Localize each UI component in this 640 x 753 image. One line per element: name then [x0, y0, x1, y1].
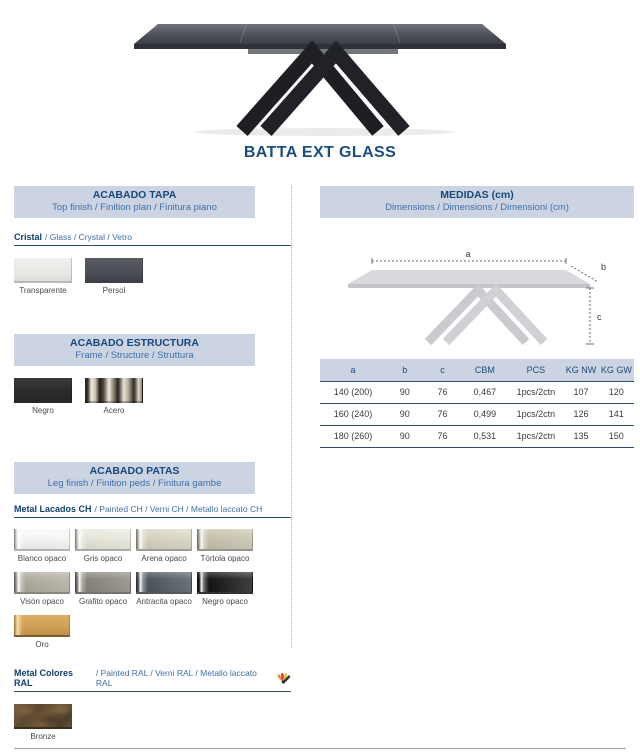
group-heading-painted-ral — [14, 668, 291, 692]
table-cell: 0,499 — [461, 403, 508, 425]
section-subtitle: Leg finish / Finition peds / Finitura gambe — [47, 478, 222, 489]
table-cell: 0,467 — [461, 381, 508, 403]
table-cell: 76 — [424, 381, 462, 403]
table-row — [320, 425, 634, 447]
table-cell: 90 — [386, 403, 424, 425]
table-cell: 160 (240) — [320, 403, 386, 425]
swatch-item — [14, 258, 72, 295]
table-cell: 126 — [563, 403, 598, 425]
swatch-item — [14, 529, 70, 563]
table-cell: 135 — [563, 425, 598, 447]
swatch-label: Negro opaco — [202, 597, 248, 606]
table-row — [320, 403, 634, 425]
swatch-item — [14, 704, 72, 741]
acero-swatch — [85, 378, 143, 403]
table-cell: 107 — [563, 381, 598, 403]
swatch-item — [136, 529, 192, 563]
group-heading-painted-ch — [14, 504, 291, 518]
table-cell: 140 (200) — [320, 381, 386, 403]
table-column-header: CBM — [461, 359, 508, 381]
swatch-label: Negro — [32, 406, 54, 415]
swatch-label: Grafito opaco — [78, 597, 128, 606]
table-cell: 90 — [386, 381, 424, 403]
section-header-top-finish — [14, 186, 255, 218]
table-cell: 120 — [599, 381, 634, 403]
swatch-item — [85, 378, 143, 415]
table-cell: 76 — [424, 425, 462, 447]
table-column-header: PCS — [508, 359, 563, 381]
left-column — [14, 186, 263, 741]
swatch-grid-painted-ch — [14, 529, 255, 658]
table-header-row — [320, 359, 634, 381]
dimensions-table — [320, 359, 634, 448]
swatch-label: Blanco opaco — [17, 554, 67, 563]
swatch-item — [75, 529, 131, 563]
page-title: BATTA EXT GLASS — [243, 144, 397, 161]
bronze-swatch — [14, 704, 72, 729]
swatch-item — [75, 572, 131, 606]
swatch-row-bronze — [14, 704, 255, 741]
arena-opaco-swatch — [136, 529, 192, 551]
section-subtitle: Dimensions / Dimensions / Dimensioni (cm) — [385, 202, 569, 213]
negro-swatch — [14, 378, 72, 403]
group-heading-rest: / Glass / Crystal / Vetro — [45, 232, 132, 242]
swatch-label: Transparente — [19, 286, 67, 295]
table-column-header: c — [424, 359, 462, 381]
column-divider — [291, 186, 292, 648]
swatch-label: Visón opaco — [20, 597, 64, 606]
antracita-opaco-swatch — [136, 572, 192, 594]
swatch-label: Antracita opaco — [136, 597, 192, 606]
table-row — [320, 381, 634, 403]
dim-label-a: a — [465, 249, 471, 259]
swatch-item — [136, 572, 192, 606]
swatch-item — [14, 572, 70, 606]
section-title: MEDIDAS (cm) — [440, 189, 514, 201]
section-header-medidas — [320, 186, 634, 218]
table-cell: 150 — [599, 425, 634, 447]
group-heading-bold: Metal Colores RAL — [14, 668, 74, 688]
swatch-row-glass — [14, 258, 255, 295]
persol-swatch — [85, 258, 143, 283]
table-cell: 1pcs/2ctn — [508, 403, 563, 425]
swatch-item — [197, 529, 253, 563]
product-photo — [130, 4, 510, 138]
table-cell: 1pcs/2ctn — [508, 425, 563, 447]
table-cell: 1pcs/2ctn — [508, 381, 563, 403]
swatch-label: Bronze — [30, 732, 56, 741]
swatch-label: Arena opaco — [141, 554, 187, 563]
section-header-legs — [14, 462, 255, 494]
table-column-header: b — [386, 359, 424, 381]
page-footer-rule — [14, 748, 626, 749]
group-heading-bold: Metal Lacados CH — [14, 504, 92, 514]
swatch-item — [197, 572, 253, 606]
dim-label-c: c — [597, 312, 602, 322]
swatch-item — [85, 258, 143, 295]
ral-color-fan-icon — [276, 672, 291, 684]
grafito-opaco-swatch — [75, 572, 131, 594]
tórtola-opaco-swatch — [197, 529, 253, 551]
section-header-frame — [14, 334, 255, 366]
table-cell: 0,531 — [461, 425, 508, 447]
table-column-header: a — [320, 359, 386, 381]
table-cell: 180 (260) — [320, 425, 386, 447]
transparente-swatch — [14, 258, 72, 283]
negro-opaco-swatch — [197, 572, 253, 594]
dimensions-diagram — [320, 230, 634, 348]
blanco-opaco-swatch — [14, 529, 70, 551]
section-title: ACABADO TAPA — [92, 189, 177, 201]
swatch-item — [14, 615, 70, 649]
swatch-label: Tórtola opaco — [200, 554, 250, 563]
group-heading-glass — [14, 232, 291, 246]
visón-opaco-swatch — [14, 572, 70, 594]
gris-opaco-swatch — [75, 529, 131, 551]
table-cell: 141 — [599, 403, 634, 425]
section-title: ACABADO PATAS — [89, 465, 180, 477]
dim-label-b: b — [601, 262, 607, 272]
group-heading-rest: / Painted RAL / Verni RAL / Metallo laccato RAL — [95, 668, 257, 688]
oro-swatch — [14, 615, 70, 637]
swatch-label: Persol — [102, 286, 126, 295]
swatch-row-frame — [14, 378, 255, 415]
group-heading-rest: / Painted CH / Verni CH / Metallo laccato CH — [94, 504, 263, 514]
table-cell: 90 — [386, 425, 424, 447]
section-subtitle: Top finish / Finition plan / Finitura piano — [52, 202, 217, 213]
right-column — [320, 186, 634, 448]
swatch-label: Gris opaco — [83, 554, 123, 563]
section-subtitle: Frame / Structure / Struttura — [75, 350, 194, 361]
swatch-label: Acero — [103, 406, 125, 415]
section-title: ACABADO ESTRUCTURA — [70, 337, 199, 349]
table-cell: 76 — [424, 403, 462, 425]
group-heading-bold: Cristal — [14, 232, 43, 242]
swatch-item — [14, 378, 72, 415]
swatch-label: Oro — [35, 640, 49, 649]
table-column-header: KG GW — [599, 359, 634, 381]
table-column-header: KG NW — [563, 359, 598, 381]
